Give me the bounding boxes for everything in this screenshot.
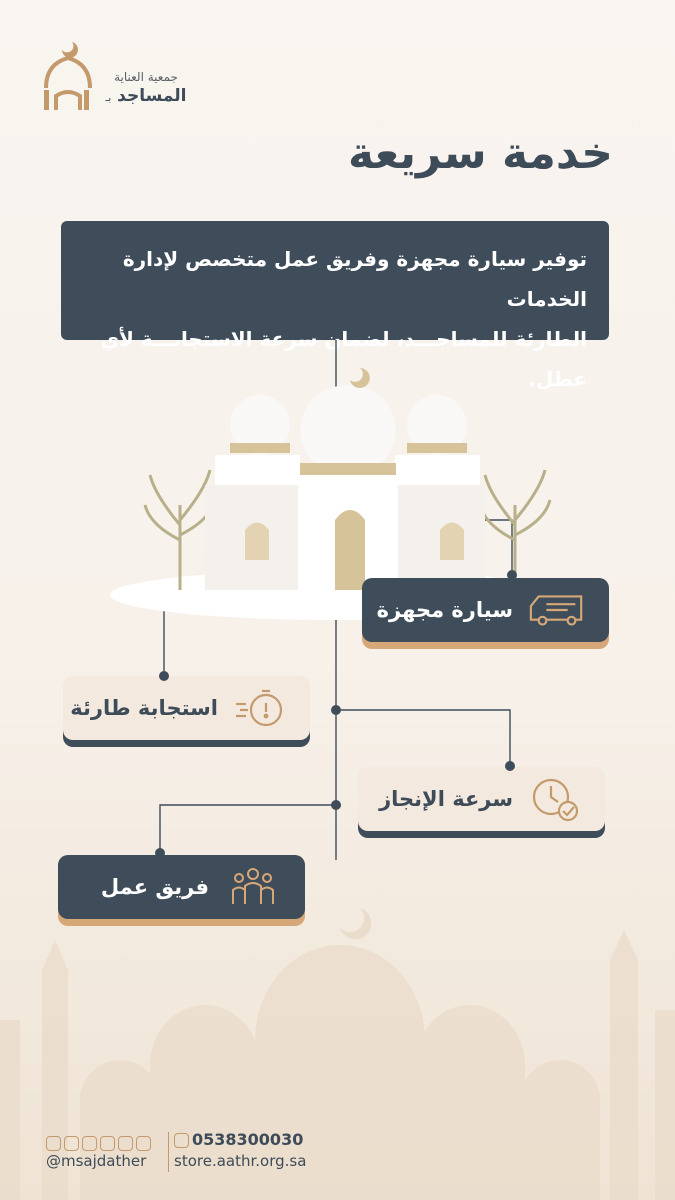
feature-label: سيارة مجهزة [376,598,513,622]
page-title: خدمة سريعة [347,128,613,179]
brand-line1: جمعية العناية [114,70,178,84]
emergency-timer-icon [232,688,288,728]
brand-prefix: بـ [105,93,112,104]
description-line2: الطارئة للمساجـــد، لضمان سرعة الاستجابـــة لأي عطل. [100,327,587,391]
feature-card-equipped-car [362,578,609,642]
facebook-icon[interactable] [118,1136,133,1151]
description-line1: توفير سيارة مجهزة وفريق عمل متخصص لإدارة الخدمات [122,247,587,311]
instagram-icon[interactable] [64,1136,79,1151]
connector-dot [331,705,341,715]
team-icon [223,867,283,907]
tiktok-icon[interactable] [100,1136,115,1151]
feature-label: فريق عمل [100,875,209,899]
footer-divider [168,1132,169,1172]
feature-card-speed-of-completion [358,767,605,831]
social-handle[interactable]: @msajdather [46,1152,147,1170]
phone-text: 0538300030 [192,1130,304,1149]
feature-card-work-team [58,855,305,919]
van-icon [527,590,587,630]
connector-dot [159,671,169,681]
connector-dot [507,570,517,580]
connector-dot [505,761,515,771]
snapchat-icon[interactable] [82,1136,97,1151]
brand-line2-text: المساجد [117,86,187,106]
social-icons [46,1133,154,1152]
connector-dot [331,800,341,810]
x-icon[interactable] [46,1136,61,1151]
phone-number[interactable] [174,1130,303,1149]
youtube-icon[interactable] [136,1136,151,1151]
feature-card-emergency-response [63,676,310,740]
connector-dot [155,848,165,858]
feature-label: استجابة طارئة [70,696,218,720]
store-link[interactable]: store.aathr.org.sa [174,1152,307,1170]
footer [46,1130,346,1174]
feature-label: سرعة الإنجاز [379,787,513,811]
whatsapp-icon [174,1133,189,1148]
clock-check-icon [527,779,583,819]
